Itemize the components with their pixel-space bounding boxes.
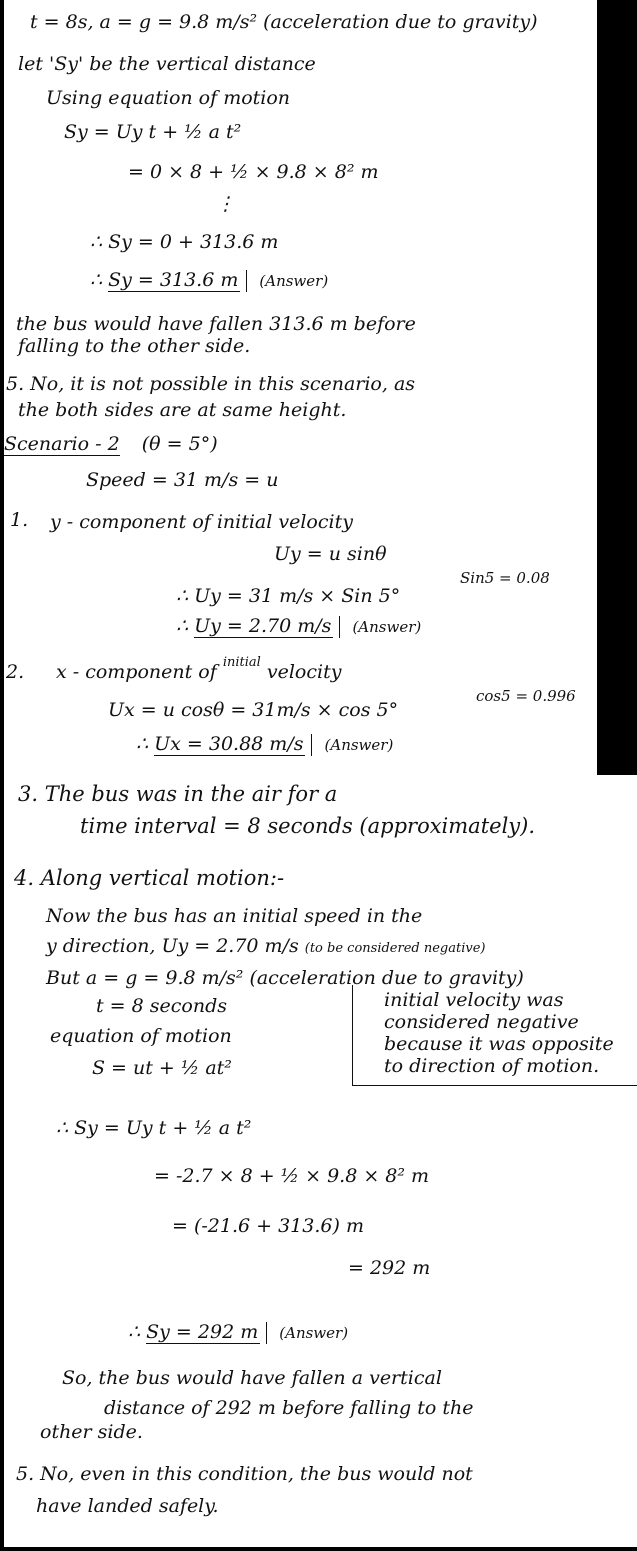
therefore-symbol: ∴ xyxy=(128,1321,141,1343)
part2-answer xyxy=(128,1320,348,1345)
q4-line2 xyxy=(46,934,485,961)
part2-answer-label: (Answer) xyxy=(279,1324,349,1342)
so-line1: So, the bus would have fallen a vertical xyxy=(62,1367,442,1389)
q3-line2: time interval = 8 seconds (approximately). xyxy=(80,814,536,838)
continuation-dots: ⋮ xyxy=(216,193,235,215)
q2-answer-label: (Answer) xyxy=(324,736,394,754)
note-line4: to direction of motion. xyxy=(384,1055,600,1077)
q1-answer xyxy=(176,614,421,639)
calc-sum: = (-21.6 + 313.6) xyxy=(172,1215,340,1237)
given-values: t = 8s, a = g = 9.8 m/s² (acceleration due to gravity) xyxy=(30,11,538,33)
sin-note: Sin5 = 0.08 xyxy=(460,569,550,587)
q4-line1: Now the bus has an initial speed in the xyxy=(46,905,423,927)
part2-answer-value: Sy = 292 m xyxy=(146,1321,259,1343)
q1-title: y - component of initial velocity xyxy=(50,511,353,533)
therefore-symbol: ∴ xyxy=(176,615,189,637)
scenario2-angle: (θ = 5°) xyxy=(141,433,218,455)
q3-line1: 3. The bus was in the air for a xyxy=(18,782,338,806)
scenario1-answer xyxy=(90,268,328,293)
q1-answer-label: (Answer) xyxy=(352,618,422,636)
note-line3: because it was opposite xyxy=(384,1033,614,1055)
note-line2: considered negative xyxy=(384,1011,579,1033)
equation-of-motion: Sy = Uy t + ½ a t² xyxy=(64,121,242,143)
q2-title-insert: initial xyxy=(222,655,261,670)
scenario2-heading xyxy=(4,432,218,456)
q1-formula: Uy = u sinθ xyxy=(274,543,387,565)
therefore-symbol: ∴ xyxy=(90,269,103,291)
therefore-symbol: ∴ xyxy=(136,733,149,755)
q4-equation-label: equation of motion xyxy=(50,1025,232,1047)
substitution-line: = 0 × 8 + ½ × 9.8 × 8² m xyxy=(128,161,379,183)
q1-number: 1. xyxy=(10,509,29,531)
final-q5-line1: 5. No, even in this condition, the bus would not xyxy=(16,1463,473,1485)
right-dark-strip xyxy=(597,0,637,775)
using-equation-label: Using equation of motion xyxy=(46,87,291,109)
q2-title-end: velocity xyxy=(266,661,342,683)
q1-calculation: ∴ Uy = 31 m/s × Sin 5° xyxy=(176,585,401,607)
q2-calculation: Ux = u cosθ = 31m/s × cos 5° xyxy=(108,699,399,721)
sum-line: ∴ Sy = 0 + 313.6 m xyxy=(90,231,279,253)
q1-answer-value: Uy = 2.70 m/s xyxy=(194,615,332,637)
bottom-border xyxy=(0,1547,637,1551)
calc-unit: m xyxy=(345,1215,364,1237)
q4-negative-note: (to be considered negative) xyxy=(304,941,486,956)
q4-line3: But a = g = 9.8 m/s² (acceleration due to gravity) xyxy=(46,967,524,989)
q2-title xyxy=(56,655,342,687)
left-border xyxy=(0,0,4,1551)
cos-note: cos5 = 0.996 xyxy=(476,687,576,705)
fall-statement-line2: falling to the other side. xyxy=(18,335,251,357)
let-sy-statement: let 'Sy' be the vertical distance xyxy=(18,53,316,75)
question5-line1: 5. No, it is not possible in this scenario, as xyxy=(6,373,416,395)
calc-line3 xyxy=(172,1214,364,1238)
answer-label: (Answer) xyxy=(259,272,329,290)
so-line3: other side. xyxy=(40,1421,143,1443)
final-q5-line2: have landed safely. xyxy=(36,1495,219,1517)
q2-number: 2. xyxy=(6,661,25,683)
q2-answer-value: Ux = 30.88 m/s xyxy=(154,733,304,755)
scenario2-speed: Speed = 31 m/s = u xyxy=(86,469,279,491)
scenario2-title: Scenario - 2 xyxy=(4,433,120,455)
q2-title-start: x - component of xyxy=(56,661,217,683)
q2-answer xyxy=(136,732,393,757)
q4-initial-speed: y direction, Uy = 2.70 m/s xyxy=(46,935,299,957)
so-line2: distance of 292 m before falling to the xyxy=(104,1397,474,1419)
calc-result: = 292 m xyxy=(348,1257,431,1279)
note-line1: initial velocity was xyxy=(384,989,564,1011)
q4-equation-formula: S = ut + ½ at² xyxy=(92,1057,232,1079)
calc-line1: ∴ Sy = Uy t + ½ a t² xyxy=(56,1117,252,1139)
calc-line2: = -2.7 × 8 + ½ × 9.8 × 8² m xyxy=(154,1165,430,1187)
q4-title: 4. Along vertical motion:- xyxy=(14,866,285,890)
answer-value: Sy = 313.6 m xyxy=(108,269,239,291)
fall-statement-line1: the bus would have fallen 313.6 m before xyxy=(16,313,416,335)
q4-time: t = 8 seconds xyxy=(96,995,227,1017)
question5-line2: the both sides are at same height. xyxy=(18,399,347,421)
